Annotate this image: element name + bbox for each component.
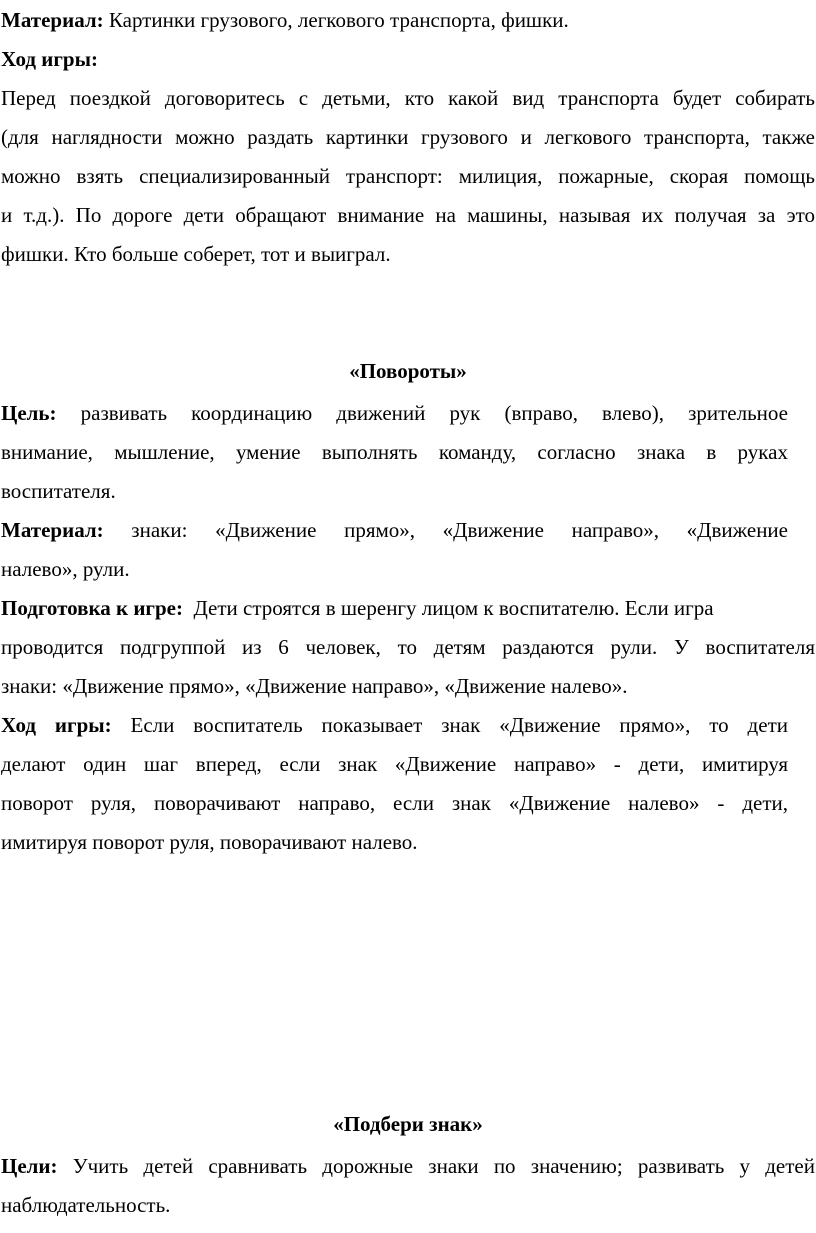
game3-title-text: «Подбери знак» (333, 1112, 483, 1136)
game2-title-text: «Повороты» (349, 359, 467, 383)
game2-goal-label: Цель: (1, 401, 57, 425)
game2-title (0, 358, 816, 384)
game2-goal-line: внимание, мышление, умение выполнять команду, согласно знака в руках (1, 440, 788, 464)
game2-prep-text: Дети строятся в шеренгу лицом к воспитателю. Если игра (182, 596, 714, 620)
game2-goal-line: воспитателя. (1, 479, 116, 503)
game3-goal-line (1, 1153, 815, 1179)
game1-course-label: Ход игры: (1, 47, 98, 71)
game2-prep-line: проводится подгруппой из 6 человек, то детям раздаются рули. У воспитателя (1, 635, 815, 659)
game1-material-text: Картинки грузового, легкового транспорта, фишки. (103, 8, 569, 32)
game1-material-line (1, 7, 569, 33)
game2-material-line (1, 517, 788, 543)
game2-course-label: Ход игры: (1, 713, 112, 737)
game2-material-line: налево», рули. (1, 557, 130, 581)
game1-course-line: фишки. Кто больше соберет, тот и выиграл. (1, 242, 391, 266)
game2-course-line (1, 712, 788, 738)
game2-goal-line (1, 400, 788, 426)
game3-title (0, 1111, 816, 1137)
game2-course-line: имитируя поворот руля, поворачивают налево. (1, 830, 418, 854)
game3-goal-text: Учить детей сравнивать дорожные знаки по значению; развивать у детей (57, 1154, 815, 1178)
game2-course-line: делают один шаг вперед, если знак «Движение направо» - дети, имитируя (1, 752, 788, 776)
game2-prep-line (1, 595, 714, 621)
game2-course-text: Если воспитатель показывает знак «Движение прямо», то дети (111, 713, 788, 737)
game1-course-line: Перед поездкой договоритесь с детьми, кто какой вид транспорта будет собирать (1, 86, 815, 110)
game1-material-label: Материал: (1, 8, 104, 32)
game3-goal-line: наблюдательность. (1, 1193, 171, 1217)
game1-course-line: можно взять специализированный транспорт: милиция, пожарные, скорая помощь (1, 164, 815, 188)
game2-prep-label: Подготовка к игре: (1, 596, 183, 620)
game1-course-line: и т.д.). По дороге дети обращают внимание на машины, называя их получая за это (1, 203, 815, 227)
game1-course-line: (для наглядности можно раздать картинки грузового и легкового транспорта, также (1, 125, 815, 149)
game2-material-label: Материал: (1, 518, 104, 542)
game2-material-text: знаки: «Движение прямо», «Движение направо», «Движение (103, 518, 788, 542)
game1-course-heading (1, 46, 98, 72)
game2-prep-line: знаки: «Движение прямо», «Движение направо», «Движение налево». (1, 674, 628, 698)
game2-goal-text: развивать координацию движений рук (вправо, влево), зрительное (56, 401, 788, 425)
game2-course-line: поворот руля, поворачивают направо, если знак «Движение налево» - дети, (1, 791, 788, 815)
game3-goal-label: Цели: (1, 1154, 58, 1178)
